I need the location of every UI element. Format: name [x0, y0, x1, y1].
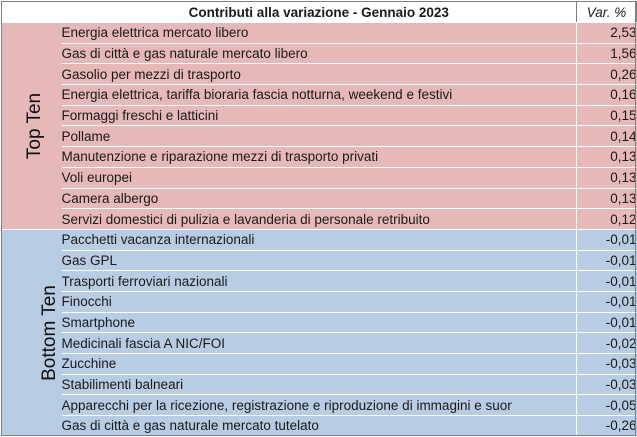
variation-value-cell: -0,03	[577, 354, 637, 375]
variation-value-cell: -0,01	[577, 291, 637, 312]
table-row	[2, 105, 637, 126]
variation-value-cell: 0,13	[577, 147, 637, 168]
header-blank-cell	[2, 2, 62, 23]
table-row	[2, 43, 637, 64]
item-name-cell: Servizi domestici di pulizia e lavanderia di personale retribuito	[62, 209, 577, 230]
variation-value-cell: 2,53	[577, 23, 637, 44]
item-name-cell: Zucchine	[62, 354, 577, 375]
item-name-cell: Stabilimenti balneari	[62, 374, 577, 395]
table-body	[2, 23, 637, 437]
table-title: Contributi alla variazione - Gennaio 2023	[62, 2, 577, 23]
item-name-cell: Gas di città e gas naturale mercato libero	[62, 43, 577, 64]
group-label-top-ten: Top Ten	[23, 92, 45, 160]
item-name-cell: Smartphone	[62, 312, 577, 333]
item-name-cell: Energia elettrica, tariffa bioraria fascia notturna, weekend e festivi	[62, 85, 577, 106]
item-name-cell: Gas GPL	[62, 250, 577, 271]
table-row	[2, 85, 637, 106]
table-row	[2, 229, 637, 250]
item-name-cell: Camera albergo	[62, 188, 577, 209]
item-name-cell: Finocchi	[62, 291, 577, 312]
variation-value-cell: -0,05	[577, 395, 637, 416]
variation-value-cell: 0,26	[577, 64, 637, 85]
contributions-table	[1, 1, 637, 437]
item-name-cell: Gasolio per mezzi di trasporto	[62, 64, 577, 85]
table-row	[2, 312, 637, 333]
table-row	[2, 167, 637, 188]
item-name-cell: Gas di città e gas naturale mercato tutelato	[62, 416, 577, 437]
group-label-bottom-ten-cell	[2, 229, 62, 436]
variation-value-cell: -0,03	[577, 374, 637, 395]
table-row	[2, 147, 637, 168]
table-row	[2, 126, 637, 147]
item-name-cell: Medicinali fascia A NIC/FOI	[62, 333, 577, 354]
variation-value-cell: -0,26	[577, 416, 637, 437]
variation-value-cell: 0,13	[577, 188, 637, 209]
variation-value-cell: 1,56	[577, 43, 637, 64]
variation-value-cell: 0,13	[577, 167, 637, 188]
table-row	[2, 209, 637, 230]
variation-value-cell: 0,14	[577, 126, 637, 147]
table-row	[2, 395, 637, 416]
table-row	[2, 64, 637, 85]
group-label-top-ten-cell	[2, 23, 62, 230]
table-row	[2, 188, 637, 209]
table-row	[2, 416, 637, 437]
item-name-cell: Apparecchi per la ricezione, registrazione e riproduzione di immagini e suor	[62, 395, 577, 416]
variation-value-cell: -0,01	[577, 250, 637, 271]
variation-value-cell: 0,12	[577, 209, 637, 230]
item-name-cell: Trasporti ferroviari nazionali	[62, 271, 577, 292]
table-row	[2, 354, 637, 375]
table-row	[2, 250, 637, 271]
item-name-cell: Pollame	[62, 126, 577, 147]
table-row	[2, 291, 637, 312]
table-row	[2, 333, 637, 354]
item-name-cell: Energia elettrica mercato libero	[62, 23, 577, 44]
value-column-header: Var. %	[577, 2, 637, 23]
item-name-cell: Voli europei	[62, 167, 577, 188]
variation-value-cell: 0,16	[577, 85, 637, 106]
item-name-cell: Pacchetti vacanza internazionali	[62, 229, 577, 250]
variation-value-cell: -0,01	[577, 312, 637, 333]
group-label-bottom-ten: Bottom Ten	[38, 284, 60, 381]
table-row	[2, 374, 637, 395]
variation-value-cell: -0,01	[577, 271, 637, 292]
item-name-cell: Formaggi freschi e latticini	[62, 105, 577, 126]
table-row	[2, 271, 637, 292]
item-name-cell: Manutenzione e riparazione mezzi di trasporto privati	[62, 147, 577, 168]
variation-value-cell: -0,01	[577, 229, 637, 250]
variation-value-cell: -0,02	[577, 333, 637, 354]
variation-value-cell: 0,15	[577, 105, 637, 126]
table-row	[2, 23, 637, 44]
header-row	[2, 2, 637, 23]
